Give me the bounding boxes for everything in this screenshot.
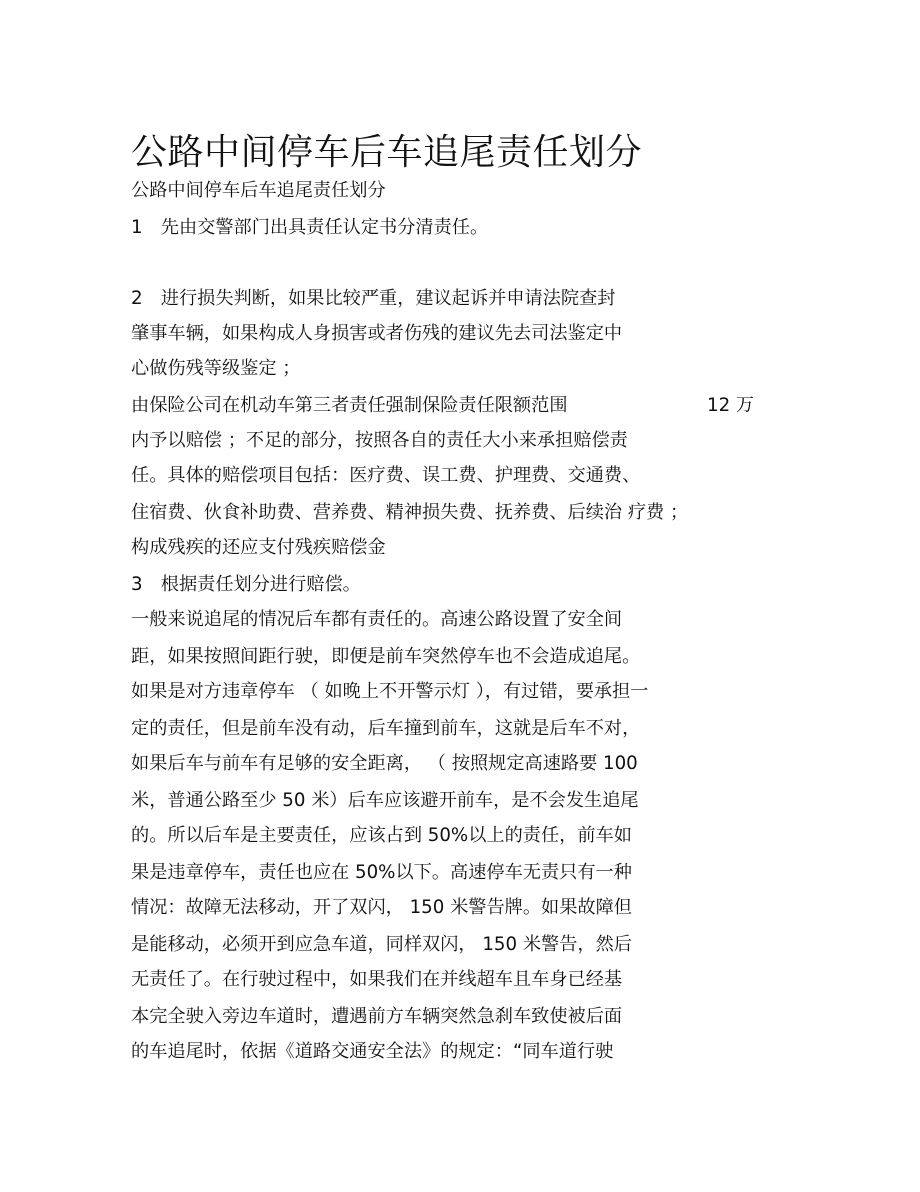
paragraph-line: 2 进行损失判断，如果比较严重，建议起诉并申请法院查封: [131, 288, 616, 309]
paragraph-line: 住宿费、伙食补助费、营养费、精神损失费、抚养费、后续治 疗费 ；: [131, 502, 689, 523]
paragraph-line: 内予以赔偿 ；不足的部分，按照各自的责任大小来承担赔偿责: [131, 430, 628, 451]
paragraph-line: 是能移动，必须开到应急车道，同样双闪， 150 米警告，然后: [131, 934, 632, 955]
paragraph-line: 一般来说追尾的情况后车都有责任的。高速公路设置了安全间: [131, 609, 623, 630]
amount-text: 12 万: [707, 395, 755, 416]
paragraph-line: 情况：故障无法移动，开了双闪， 150 米警告牌。如果故障但: [131, 897, 632, 918]
paragraph-line-text: 由保险公司在机动车第三者责任强制保险责任限额范围: [131, 395, 568, 416]
paragraph-line: 的车追尾时，依据《道路交通安全法》的规定：“同车道行驶: [131, 1041, 614, 1062]
paragraph-line: 本完全驶入旁边车道时，遭遇前方车辆突然急刹车致使被后面: [131, 1006, 623, 1027]
paragraph-line: 心做伤残等级鉴定 ；: [131, 358, 301, 379]
subtitle-line: 公路中间停车后车追尾责任划分: [131, 180, 386, 201]
paragraph-line: 如果后车与前车有足够的安全距离， （ 按照规定高速路要 100: [131, 753, 638, 774]
paragraph-line-with-amount: [131, 393, 755, 419]
paragraph-line: 米，普通公路至少 50 米）后车应该避开前车，是不会发生追尾: [131, 790, 639, 811]
paragraph-line: 如果是对方违章停车 （ 如晚上不开警示灯 ），有过错，要承担一: [131, 681, 649, 702]
paragraph-line: 距，如果按照间距行驶，即便是前车突然停车也不会造成追尾。: [131, 646, 641, 667]
paragraph-line: 定的责任，但是前车没有动，后车撞到前车，这就是后车不对，: [131, 718, 641, 739]
paragraph-line: 肇事车辆，如果构成人身损害或者伤残的建议先去司法鉴定中: [131, 323, 623, 344]
paragraph-line: 无责任了。在行驶过程中，如果我们在并线超车且车身已经基: [131, 969, 623, 990]
paragraph-line: 任。具体的赔偿项目包括：医疗费、误工费、护理费、交通费、: [131, 465, 641, 486]
paragraph-line: 构成残疾的还应支付残疾赔偿金: [131, 537, 386, 558]
paragraph-line: 的。所以后车是主要责任，应该占到 50%以上的责任，前车如: [131, 825, 632, 846]
paragraph-line: 果是违章停车，责任也应在 50%以下。高速停车无责只有一种: [131, 862, 632, 883]
paragraph-line: 3 根据责任划分进行赔偿。: [131, 574, 361, 595]
page-title: 公路中间停车后车追尾责任划分: [131, 132, 643, 174]
paragraph-line: 1 先由交警部门出具责任认定书分清责任。: [131, 217, 489, 238]
